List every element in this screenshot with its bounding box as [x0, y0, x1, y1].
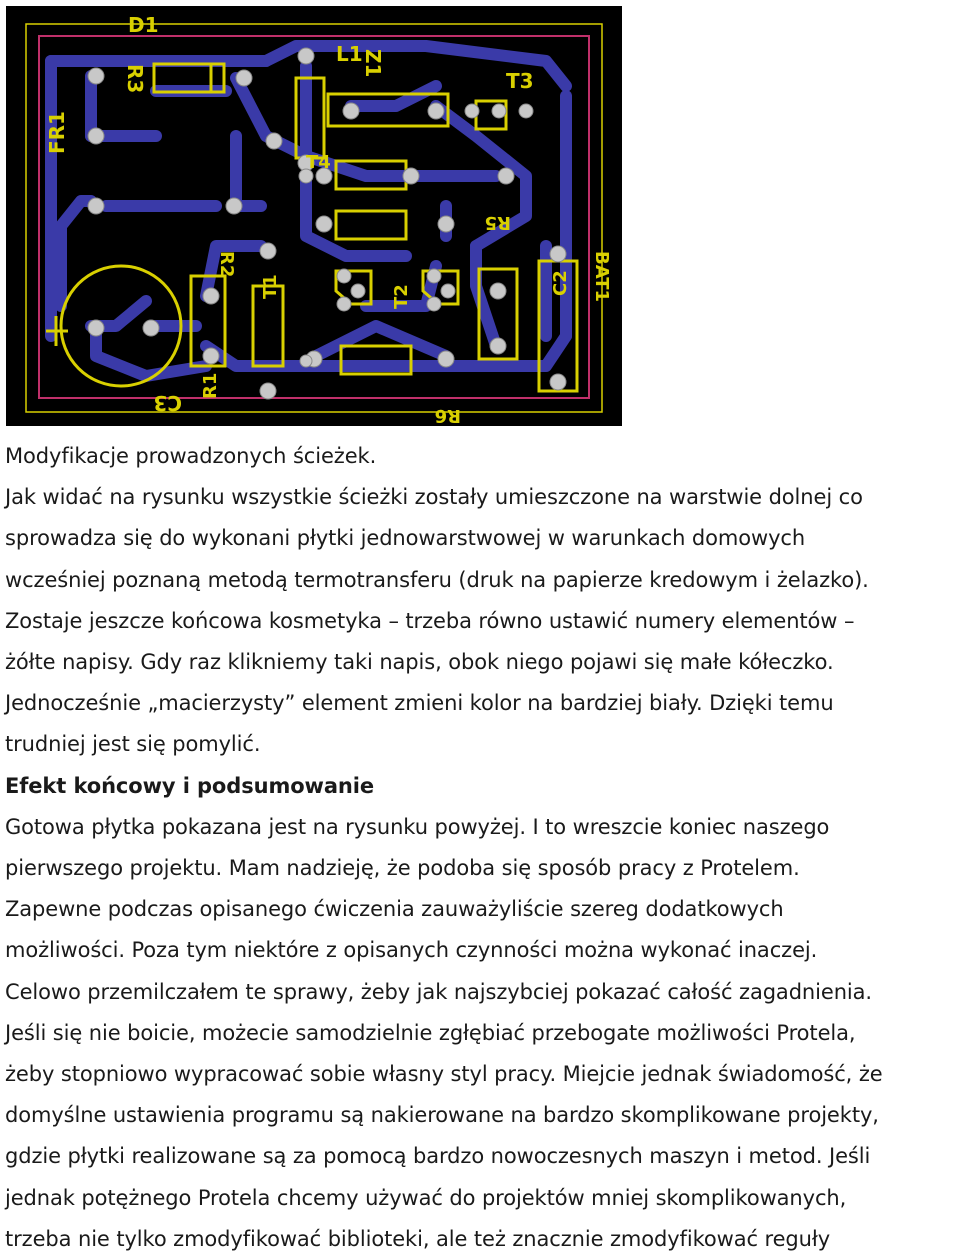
text-line: domyślne ustawienia programu są nakierowane na bardzo skomplikowane projekty,	[5, 1103, 879, 1128]
label-d1: D1	[128, 13, 159, 37]
text-line: trzeba nie tylko zmodyfikować biblioteki, ale też znacznie zmodyfikować reguły	[5, 1226, 831, 1251]
text-line: Celowo przemilczałem te sprawy, żeby jak najszybciej pokazać całość zagadnienia.	[5, 979, 872, 1004]
text-line: Jak widać na rysunku wszystkie ścieżki zostały umieszczone na warstwie dolnej co	[5, 485, 863, 510]
label-r3: R3	[123, 64, 147, 94]
text-line: pierwszego projektu. Mam nadzieję, że podoba się sposób pracy z Protelem.	[5, 856, 800, 881]
text-line: Zapewne podczas opisanego ćwiczenia zauważyliście szereg dodatkowych	[5, 897, 784, 922]
text-line: możliwości. Poza tym niektóre z opisanych czynności można wykonać inaczej.	[5, 938, 818, 963]
text-line: wcześniej poznaną metodą termotransferu (druk na papierze kredowym i żelazko).	[5, 567, 869, 592]
label-fr1: FR1	[45, 111, 69, 154]
label-r1: R1	[200, 372, 221, 399]
label-t1: T1	[260, 274, 281, 299]
label-c2: C2	[550, 270, 571, 296]
text-line: żeby stopniowo wypracować sobie własny styl pracy. Miejcie jednak świadomość, że	[5, 1062, 883, 1087]
label-z1: Z1	[361, 49, 385, 78]
label-r2: R2	[216, 251, 237, 278]
label-c3: C3	[153, 391, 182, 415]
text-line: Jeśli się nie boicie, możecie samodzielnie zgłębiać przebogate możliwości Protela,	[5, 1020, 856, 1045]
label-r6: R6	[434, 405, 461, 426]
label-t4: T4	[306, 152, 331, 173]
label-bat1: BAT1	[591, 251, 612, 303]
text-line: sprowadza się do wykonani płytki jednowarstwowej w warunkach domowych	[5, 526, 806, 551]
text-line: gdzie płytki realizowane są za pomocą bardzo nowoczesnych maszyn i metod. Jeśli	[5, 1144, 871, 1169]
label-t2: T2	[391, 284, 412, 309]
pcb-layout-figure	[6, 6, 622, 426]
text-line: żółte napisy. Gdy raz klikniemy taki napis, obok niego pojawi się małe kółeczko.	[5, 650, 834, 675]
text-line: trudniej jest się pomylić.	[5, 732, 261, 757]
pcb-drawing	[6, 6, 622, 426]
text-line: Jednocześnie „macierzysty” element zmieni kolor na bardziej biały. Dzięki temu	[5, 691, 834, 716]
article-text	[5, 436, 957, 1260]
text-line: Gotowa płytka pokazana jest na rysunku powyżej. I to wreszcie koniec naszego	[5, 814, 830, 839]
label-t3: T3	[506, 69, 534, 93]
text-line: Modyfikacje prowadzonych ścieżek.	[5, 444, 377, 468]
section-heading: Efekt końcowy i podsumowanie	[5, 773, 375, 798]
label-l1: L1	[336, 42, 363, 66]
label-r5: R5	[484, 212, 511, 233]
text-line: Zostaje jeszcze końcowa kosmetyka – trzeba równo ustawić numery elementów –	[5, 608, 855, 633]
text-line: jednak potężnego Protela chcemy używać do projektów mniej skomplikowanych,	[5, 1185, 847, 1210]
